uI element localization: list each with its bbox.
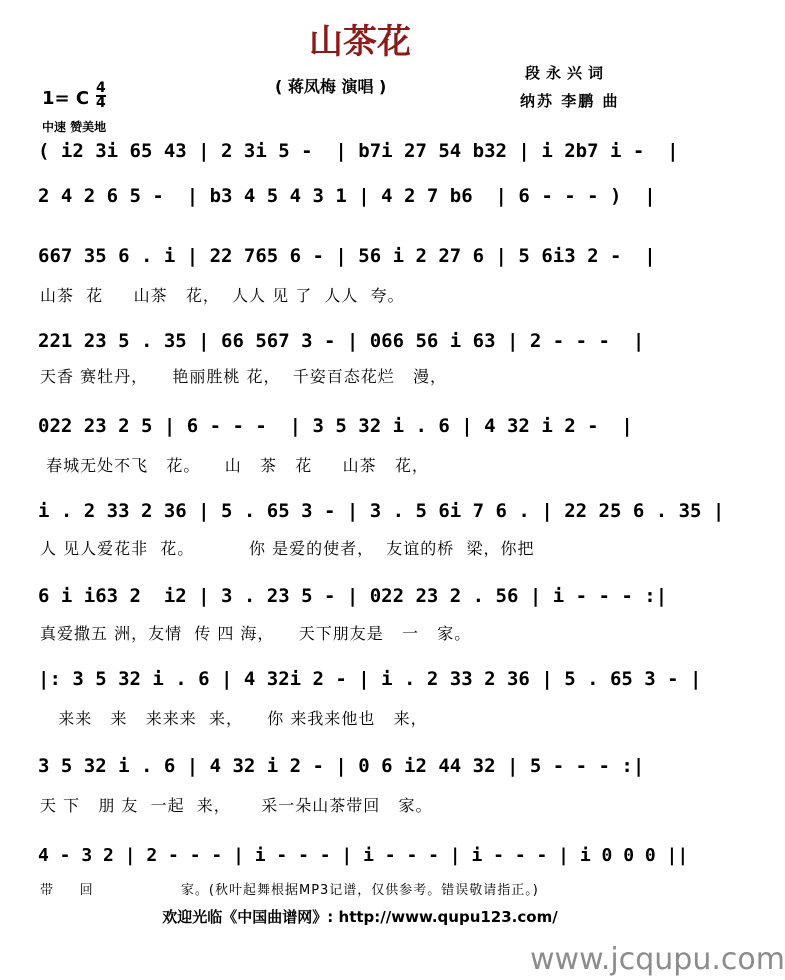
lyric-row: 带 回 家。(秋叶起舞根据MP3记谱，仅供参考。错误敬请指正。) [40, 883, 539, 898]
time-signature [96, 82, 106, 110]
notation-row: 3 5 32 i . 6 | 4 32 i 2 - | 0 6 i2 44 32 | 5 - - - :| [38, 755, 645, 777]
page-title: 山茶花 [309, 22, 411, 62]
notation-row: 221 23 5 . 35 | 66 567 3 - | 066 56 i 63 | 2 - - - | [38, 330, 645, 352]
site-footer: 欢迎光临《中国曲谱网》: http://www.qupu123.com/ [162, 908, 558, 926]
notation-row: i . 2 33 2 36 | 5 . 65 3 - | 3 . 5 6i 7 6 . | 22 25 6 . 35 | [38, 500, 725, 522]
time-signature-top: 4 [96, 80, 106, 96]
notation-row: ( i2 3i 65 43 | 2 3i 5 - | b7i 27 54 b32 | i 2b7 i - | [38, 140, 679, 162]
lyric-row: 人 见人爱花非 花。 你 是爱的使者， 友谊的桥 梁，你把 [40, 539, 535, 558]
notation-row: |: 3 5 32 i . 6 | 4 32i 2 - | i . 2 33 2 36 | 5 . 65 3 - | [38, 668, 702, 690]
singer-credit: ( 蒋凤梅 演唱 ) [275, 77, 387, 96]
lyric-row: 来来 来 来来来 来， 你 来我来他也 来， [40, 709, 428, 728]
notation-row: 022 23 2 5 | 6 - - - | 3 5 32 i . 6 | 4 32 i 2 - | [38, 415, 633, 437]
key-signature: 1= C [42, 88, 90, 109]
lyricist-credit: 段永兴词 [525, 64, 610, 82]
lyric-row: 山茶 花 山茶 花， 人人 见 了 人人 夸。 [40, 286, 405, 305]
lyric-row: 天香 赛牡丹， 艳丽胜桃 花， 千姿百态花烂 漫， [40, 367, 447, 386]
lyric-row: 真爱撒五 洲，友情 传 四 海， 天下朋友是 一 家。 [40, 624, 472, 643]
notation-row: 4 - 3 2 | 2 - - - | i - - - | i - - - | i - - - | i 0 0 0 || [38, 845, 689, 866]
time-signature-bottom: 4 [96, 95, 106, 111]
notation-row: 6 i i63 2 i2 | 3 . 23 5 - | 022 23 2 . 56 | i - - - :| [38, 585, 668, 607]
tempo-marking: 中速 赞美地 [42, 120, 107, 134]
lyric-row: 天 下 朋 友 一起 来， 采一朵山茶带回 家。 [40, 796, 433, 815]
composer-credit: 纳苏 李鹏 曲 [520, 92, 620, 110]
watermark: www.jcqupu.com [530, 942, 785, 977]
notation-row: 667 35 6 . i | 22 765 6 - | 56 i 2 27 6 | 5 6i3 2 - | [38, 245, 656, 267]
lyric-row: 春城无处不飞 花。 山 茶 花 山茶 花， [40, 456, 429, 475]
notation-row: 2 4 2 6 5 - | b3 4 5 4 3 1 | 4 2 7 b6 | 6 - - - ) | [38, 185, 656, 207]
